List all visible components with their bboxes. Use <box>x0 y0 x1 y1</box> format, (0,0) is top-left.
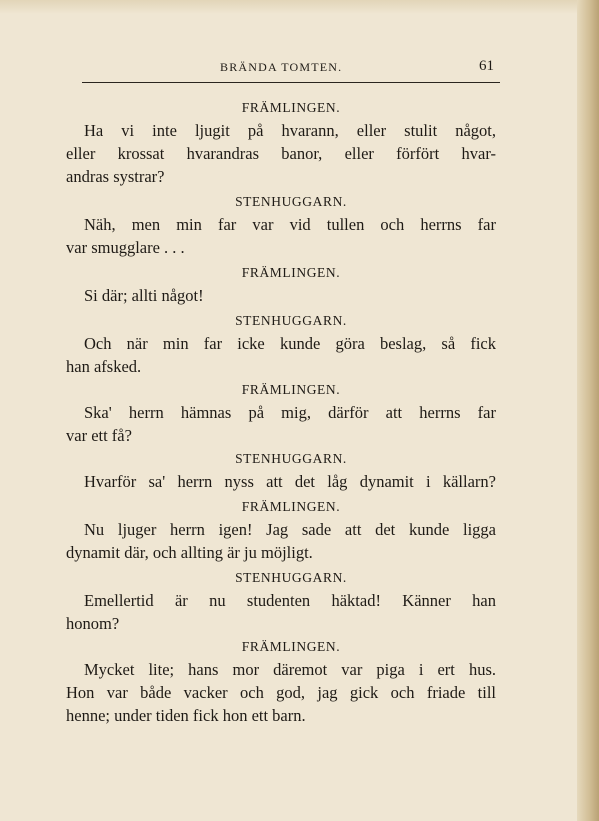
text-line: dynamit där, och allting är ju möjligt. <box>66 543 313 562</box>
speaker-label: STENHUGGARN. <box>235 570 347 585</box>
text-line: Nu ljuger herrn igen! Jag sade att det kunde ligga <box>84 520 496 539</box>
text-line: honom? <box>66 614 120 633</box>
speaker-label: STENHUGGARN. <box>235 313 347 328</box>
text-line: Emellertid är nu studenten häktad! Känner han <box>84 591 496 610</box>
speaker-label: FRÄMLINGEN. <box>241 382 341 397</box>
text-line: var ett få? <box>66 426 132 445</box>
text-line: Näh, men min far var vid tullen och herrns far <box>84 215 496 234</box>
speaker-label: FRÄMLINGEN. <box>241 639 341 654</box>
running-head <box>82 58 496 80</box>
page-number: 61 <box>479 58 494 74</box>
text-line: Ska' herrn hämnas på mig, därför att herrns far <box>84 403 496 422</box>
speaker-label: FRÄMLINGEN. <box>241 265 341 280</box>
page-top-shadow <box>0 0 599 14</box>
text-line: han afsked. <box>66 357 142 376</box>
text-line: Mycket lite; hans mor däremot var piga i ert hus. <box>84 660 496 679</box>
speaker-label: STENHUGGARN. <box>235 451 347 466</box>
speaker-label: FRÄMLINGEN. <box>241 100 341 115</box>
text-line: eller krossat hvarandras banor, eller förfört hvar- <box>66 144 496 163</box>
text-line: andras systrar? <box>66 167 165 186</box>
text-line: Si där; allti något! <box>84 286 204 305</box>
running-head-title: BRÄNDA TOMTEN. <box>220 60 343 74</box>
text-line: henne; under tiden fick hon ett barn. <box>66 706 306 725</box>
page-binding-edge <box>577 0 599 821</box>
header-rule <box>82 82 500 83</box>
text-line: Och när min far icke kunde göra beslag, så fick <box>84 334 496 353</box>
speaker-label: FRÄMLINGEN. <box>241 499 341 514</box>
text-line: var smugglare . . . <box>66 238 185 257</box>
text-line: Hon var både vacker och god, jag gick och friade till <box>66 683 496 702</box>
text-line: Hvarför sa' herrn nyss att det låg dynamit i källarn? <box>84 472 496 491</box>
dialogue-body <box>66 96 496 727</box>
speaker-label: STENHUGGARN. <box>235 194 347 209</box>
text-line: Ha vi inte ljugit på hvarann, eller stulit något, <box>84 121 496 140</box>
